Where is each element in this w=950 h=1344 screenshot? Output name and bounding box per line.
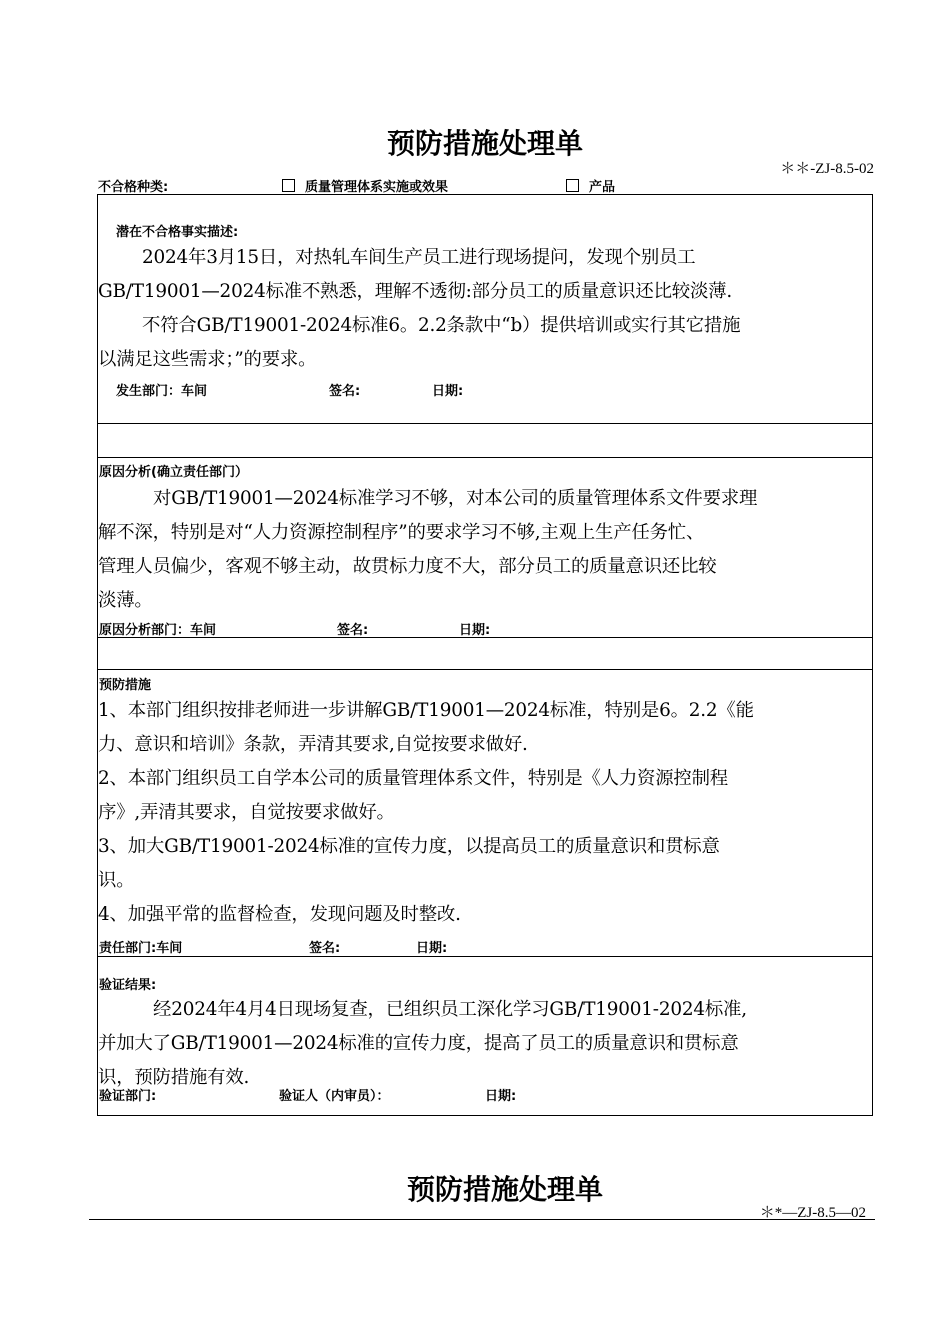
type-option-product[interactable] bbox=[566, 176, 615, 195]
text-line: 2、本部门组织员工自学本公司的质量管理体系文件，特别是《人力资源控制程 bbox=[98, 768, 728, 789]
text-line: 识，预防措施有效. bbox=[98, 1067, 250, 1088]
text-line: 淡薄。 bbox=[98, 590, 153, 611]
text-line: 经2024年4月4日现场复查，已组织员工深化学习GB/T19001-2024标准, bbox=[153, 999, 747, 1020]
text-line: 解不深，特别是对“人力资源控制程序”的要求学习不够,主观上生产任务忙、 bbox=[98, 522, 705, 543]
text-line: 管理人员偏少，客观不够主动，故贯标力度不大，部分员工的质量意识还比较 bbox=[98, 556, 717, 577]
type-option-label: 产品 bbox=[589, 180, 616, 195]
section1-sign: 签名: bbox=[329, 384, 361, 399]
section3-dept: 责任部门:车间 bbox=[99, 941, 183, 956]
section2-text bbox=[98, 482, 874, 618]
section1-heading: 潜在不合格事实描述: bbox=[116, 225, 239, 240]
text-line: 力、意识和培训》条款，弄清其要求,自觉按要求做好. bbox=[98, 734, 528, 755]
form-table bbox=[97, 194, 873, 1116]
page-title-2: 预防措施处理单 bbox=[406, 1173, 603, 1206]
section4-verifier: 验证人（内审员）： bbox=[279, 1089, 390, 1104]
divider bbox=[98, 423, 872, 424]
section2-heading: 原因分析(确立责任部门） bbox=[99, 465, 248, 480]
section3-text bbox=[98, 694, 874, 932]
text-line: 以满足这些需求；”的要求。 bbox=[98, 349, 317, 370]
text-line: GB/T19001—2024标准不熟悉，理解不透彻:部分员工的质量意识还比较淡薄. bbox=[98, 281, 732, 302]
form-code-2: ＊*—ZJ-8.5—02 bbox=[759, 1205, 866, 1221]
header-rule bbox=[89, 1219, 875, 1220]
text-line: 1、本部门组织按排老师进一步讲解GB/T19001—2024标准，特别是6。2.2《能 bbox=[98, 700, 754, 721]
page-title: 预防措施处理单 bbox=[386, 127, 583, 160]
section2-date: 日期: bbox=[459, 623, 491, 638]
section4-text bbox=[98, 993, 874, 1095]
section1-text bbox=[98, 241, 874, 377]
text-line: 对GB/T19001—2024标准学习不够，对本公司的质量管理体系文件要求理 bbox=[153, 488, 758, 509]
section3-sign: 签名: bbox=[309, 941, 341, 956]
section1-date: 日期: bbox=[432, 384, 464, 399]
section3-date: 日期: bbox=[416, 941, 448, 956]
section2-dept: 原因分析部门：车间 bbox=[99, 623, 217, 638]
section1-dept: 发生部门：车间 bbox=[116, 384, 208, 399]
divider bbox=[98, 956, 872, 957]
checkbox-icon[interactable] bbox=[566, 179, 579, 192]
type-label: 不合格种类: bbox=[98, 180, 169, 195]
section4-heading: 验证结果: bbox=[99, 978, 157, 993]
section4-dept: 验证部门: bbox=[99, 1089, 157, 1104]
text-line: 序》,弄清其要求，自觉按要求做好。 bbox=[98, 802, 395, 823]
form-code: ＊＊-ZJ-8.5-02 bbox=[780, 161, 874, 177]
section4-date: 日期: bbox=[485, 1089, 517, 1104]
nonconformity-type-row bbox=[98, 176, 878, 194]
text-line: 2024年3月15日，对热轧车间生产员工进行现场提问，发现个别员工 bbox=[142, 247, 696, 268]
text-line: 3、加大GB/T19001-2024标准的宣传力度，以提高员工的质量意识和贯标意 bbox=[98, 836, 720, 857]
text-line: 4、加强平常的监督检查，发现问题及时整改. bbox=[98, 904, 461, 925]
divider bbox=[98, 457, 872, 458]
divider bbox=[98, 669, 872, 670]
text-line: 不符合GB/T19001-2024标准6。2.2条款中“b）提供培训或实行其它措施 bbox=[142, 315, 741, 336]
text-line: 并加大了GB/T19001—2024标准的宣传力度，提高了员工的质量意识和贯标意 bbox=[98, 1033, 739, 1054]
divider bbox=[98, 637, 872, 638]
type-option-label: 质量管理体系实施或效果 bbox=[305, 180, 449, 195]
checkbox-icon[interactable] bbox=[282, 179, 295, 192]
section2-sign: 签名: bbox=[337, 623, 369, 638]
type-option-system[interactable] bbox=[282, 176, 448, 195]
text-line: 识。 bbox=[98, 870, 135, 891]
section3-heading: 预防措施 bbox=[99, 678, 152, 693]
